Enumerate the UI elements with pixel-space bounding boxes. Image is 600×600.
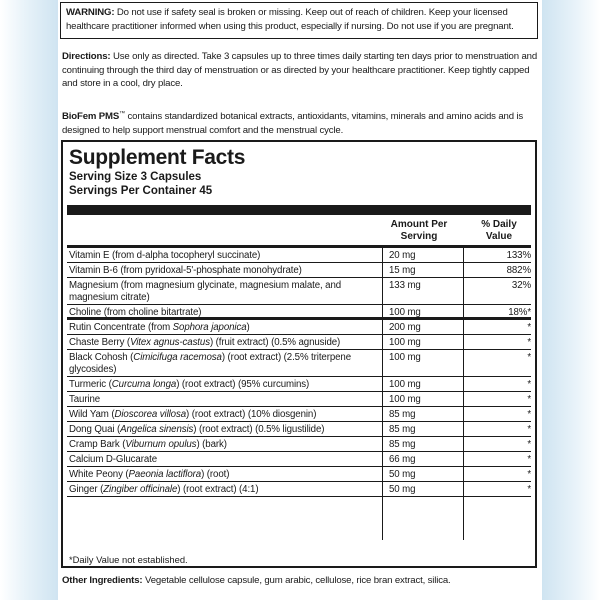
daily-value: 32% bbox=[511, 280, 531, 291]
product-name: BioFem PMS bbox=[62, 111, 120, 123]
nutrient-name-part: Cramp Bark ( bbox=[69, 439, 126, 450]
nutrient-name bbox=[69, 280, 381, 304]
table-row bbox=[67, 248, 531, 263]
nutrient-name-part: Ginger ( bbox=[69, 484, 104, 495]
daily-value: 18%* bbox=[508, 307, 531, 318]
trademark-symbol: ™ bbox=[119, 111, 125, 117]
nutrient-name-part: Turmeric ( bbox=[69, 379, 112, 390]
left-background-gradient bbox=[0, 0, 58, 600]
other-ingredients bbox=[62, 574, 540, 587]
amount-per-serving: 50 mg bbox=[389, 484, 416, 495]
daily-value: * bbox=[527, 454, 531, 465]
amount-per-serving: 100 mg bbox=[389, 394, 421, 405]
daily-value: 133% bbox=[506, 250, 531, 261]
warning-box bbox=[60, 2, 538, 39]
table-row bbox=[67, 437, 531, 452]
table-row bbox=[67, 407, 531, 422]
table-row bbox=[67, 422, 531, 437]
daily-value-header bbox=[465, 219, 533, 243]
warning-label: WARNING: bbox=[66, 7, 115, 18]
amount-per-serving: 100 mg bbox=[389, 337, 421, 348]
nutrient-name bbox=[69, 484, 381, 496]
amount-per-serving: 85 mg bbox=[389, 424, 416, 435]
daily-value: * bbox=[527, 439, 531, 450]
amount-per-serving: 20 mg bbox=[389, 250, 416, 261]
table-row bbox=[67, 263, 531, 278]
daily-value: * bbox=[527, 337, 531, 348]
nutrient-name-text: Taurine bbox=[69, 394, 101, 405]
label-panel bbox=[58, 0, 542, 600]
serving-size: Serving Size 3 Capsules bbox=[69, 171, 202, 183]
nutrient-name-part: ) (root extract) (0.5% ligustilide) bbox=[193, 424, 325, 435]
nutrient-name bbox=[69, 454, 381, 466]
nutrient-name bbox=[69, 379, 381, 391]
daily-value: * bbox=[527, 322, 531, 333]
botanical-name: Sophora japonica bbox=[172, 322, 247, 333]
directions-paragraph bbox=[62, 50, 540, 91]
supplement-facts-panel bbox=[61, 140, 537, 568]
botanical-name: Paeonia lactiflora bbox=[128, 469, 202, 480]
botanical-name: Angelica sinensis bbox=[120, 424, 194, 435]
footnote: *Daily Value not established. bbox=[69, 554, 188, 565]
amount-per-serving: 133 mg bbox=[389, 280, 421, 291]
table-row bbox=[67, 278, 531, 305]
nutrient-name bbox=[69, 409, 381, 421]
nutrient-name bbox=[69, 250, 381, 262]
nutrient-name bbox=[69, 337, 381, 349]
servings-per-container: Servings Per Container 45 bbox=[69, 185, 213, 197]
nutrient-name bbox=[69, 424, 381, 436]
amount-per-serving: 66 mg bbox=[389, 454, 416, 465]
nutrient-name bbox=[69, 439, 381, 451]
table-row bbox=[67, 452, 531, 467]
nutrient-name-part: ) (root extract) (95% curcumins) bbox=[176, 379, 310, 390]
facts-rows bbox=[67, 248, 531, 497]
nutrient-name-part: Chaste Berry ( bbox=[69, 337, 131, 348]
nutrient-name-text: Calcium D-Glucarate bbox=[69, 454, 158, 465]
table-row bbox=[67, 392, 531, 407]
nutrient-name bbox=[69, 307, 381, 319]
daily-value: * bbox=[527, 424, 531, 435]
amount-header-line2: Serving bbox=[400, 231, 438, 242]
amount-per-serving: 85 mg bbox=[389, 439, 416, 450]
nutrient-name-part: ) (bark) bbox=[196, 439, 227, 450]
botanical-name: Cimicifuga racemosa bbox=[133, 352, 222, 363]
table-row bbox=[67, 335, 531, 350]
warning-text: Do not use if safety seal is broken or missing. Keep out of reach of children. Keep your licensed healthcare practitioner informed when using this product, especially if nursing. Do not use if you are pregnant. bbox=[66, 7, 514, 32]
nutrient-name-text: Vitamin E (from d-alpha tocopheryl succinate) bbox=[69, 250, 261, 261]
thick-divider bbox=[67, 205, 531, 215]
nutrient-name-part: ) (root extract) (2.5% triterpene glycosides) bbox=[69, 352, 351, 375]
nutrient-name-part: Wild Yam ( bbox=[69, 409, 115, 420]
botanical-name: Viburnum opulus bbox=[125, 439, 197, 450]
nutrient-name-part: ) (root extract) (10% diosgenin) bbox=[186, 409, 317, 420]
daily-value: * bbox=[527, 484, 531, 495]
amount-per-serving: 200 mg bbox=[389, 322, 421, 333]
description-text: contains standardized botanical extracts, antioxidants, vitamins, minerals and amino acids and is designed to help support menstrual comfort and the menstrual cycle. bbox=[62, 111, 524, 136]
amount-per-serving: 100 mg bbox=[389, 379, 421, 390]
description-paragraph bbox=[62, 108, 540, 137]
column-divider-amount bbox=[382, 248, 383, 540]
nutrient-name bbox=[69, 265, 381, 277]
nutrient-name-part: ) (root) bbox=[201, 469, 230, 480]
dv-header-line1: % Daily bbox=[481, 219, 517, 230]
daily-value: * bbox=[527, 469, 531, 480]
nutrient-name bbox=[69, 394, 381, 406]
nutrient-name bbox=[69, 352, 381, 376]
amount-header-line1: Amount Per bbox=[390, 219, 448, 230]
nutrient-name-part: ) (fruit extract) (0.5% agnuside) bbox=[209, 337, 341, 348]
serving-info bbox=[69, 170, 212, 198]
nutrient-name bbox=[69, 469, 381, 481]
nutrient-name-part: Dong Quai ( bbox=[69, 424, 121, 435]
daily-value: * bbox=[527, 379, 531, 390]
table-row bbox=[67, 320, 531, 335]
table-row bbox=[67, 467, 531, 482]
nutrient-name-text: Magnesium (from magnesium glycinate, magnesium malate, and magnesium citrate) bbox=[69, 280, 342, 303]
botanical-name: Vitex agnus-castus bbox=[130, 337, 210, 348]
amount-per-serving-header bbox=[383, 219, 455, 243]
botanical-name: Curcuma longa bbox=[111, 379, 177, 390]
facts-title: Supplement Facts bbox=[69, 146, 246, 169]
nutrient-name-part: ) bbox=[246, 322, 250, 333]
directions-text: Use only as directed. Take 3 capsules up to three times daily starting ten days prior to menstruation and continuing through the third day of menstruation or as directed by your healthcare practitioner. Keep tightly capped and store in a cool, dry place. bbox=[62, 51, 538, 89]
daily-value: * bbox=[527, 394, 531, 405]
directions-label: Directions: bbox=[62, 51, 111, 62]
right-background-gradient bbox=[542, 0, 600, 600]
botanical-name: Dioscorea villosa bbox=[114, 409, 186, 420]
botanical-name: Zingiber officinale bbox=[103, 484, 178, 495]
daily-value: * bbox=[527, 352, 531, 363]
column-divider-dv bbox=[463, 248, 464, 540]
nutrient-name-part: White Peony ( bbox=[69, 469, 129, 480]
daily-value: 882% bbox=[506, 265, 531, 276]
table-row bbox=[67, 350, 531, 377]
other-ingredients-text: Vegetable cellulose capsule, gum arabic, cellulose, rice bran extract, silica. bbox=[142, 575, 451, 586]
other-ingredients-label: Other Ingredients: bbox=[62, 575, 143, 586]
daily-value: * bbox=[527, 409, 531, 420]
table-row bbox=[67, 377, 531, 392]
nutrient-name-part: Rutin Concentrate (from bbox=[69, 322, 173, 333]
dv-header-line2: Value bbox=[485, 231, 513, 242]
nutrient-name-text: Vitamin B-6 (from pyridoxal-5'-phosphate monohydrate) bbox=[69, 265, 302, 276]
amount-per-serving: 100 mg bbox=[389, 307, 421, 318]
table-row bbox=[67, 482, 531, 497]
amount-per-serving: 100 mg bbox=[389, 352, 421, 363]
amount-per-serving: 50 mg bbox=[389, 469, 416, 480]
amount-per-serving: 15 mg bbox=[389, 265, 416, 276]
nutrient-name bbox=[69, 322, 381, 334]
amount-per-serving: 85 mg bbox=[389, 409, 416, 420]
nutrient-name-text: Choline (from choline bitartrate) bbox=[69, 307, 202, 318]
nutrient-name-part: ) (root extract) (4:1) bbox=[177, 484, 259, 495]
table-row bbox=[67, 305, 531, 320]
nutrient-name-part: Black Cohosh ( bbox=[69, 352, 134, 363]
